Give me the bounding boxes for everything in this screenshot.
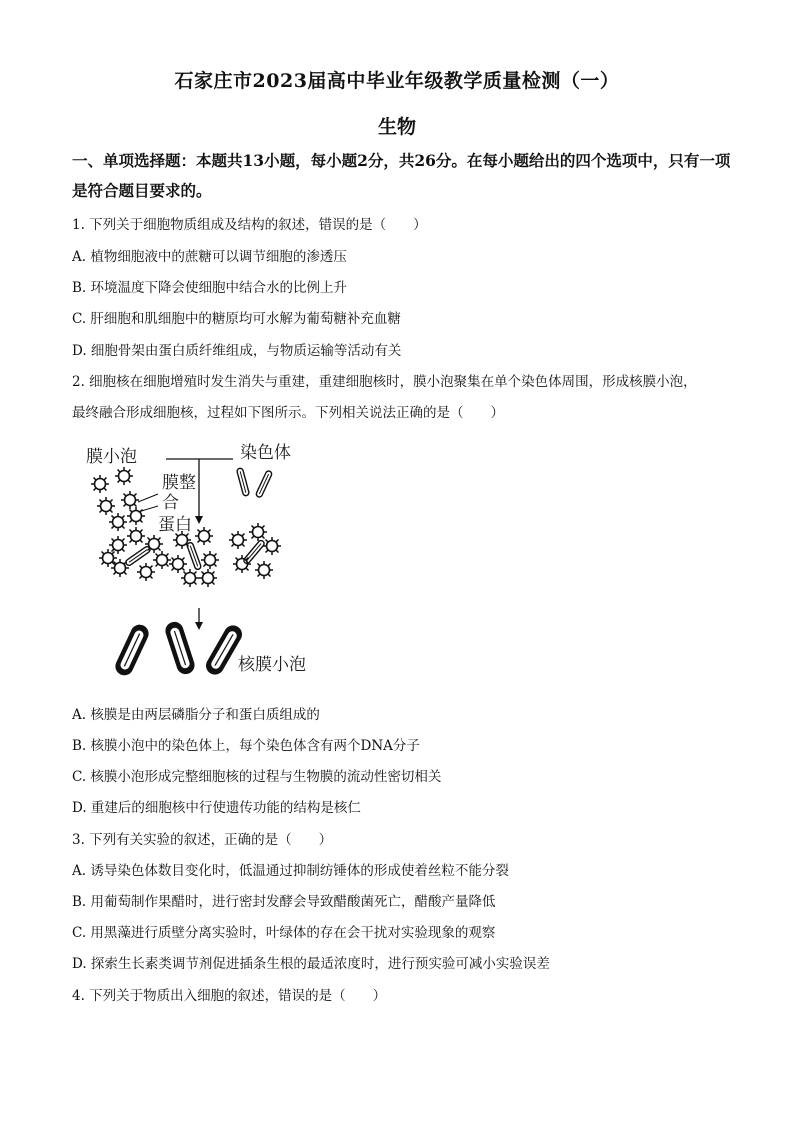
down-arrow-icon bbox=[195, 622, 203, 630]
label-integral-protein-2: 合 bbox=[162, 493, 179, 513]
question-1-option-d: D. 细胞骨架由蛋白质纤维组成，与物质运输等活动有关 bbox=[72, 343, 402, 359]
question-3-option-b: B. 用葡萄制作果醋时，进行密封发酵会导致醋酸菌死亡，醋酸产量降低 bbox=[72, 894, 496, 910]
label-integral-protein-1: 膜整 bbox=[162, 473, 196, 493]
vesicle-chromosome-cluster bbox=[229, 523, 281, 579]
protein-pointer-line bbox=[138, 506, 158, 512]
figure-drawing bbox=[78, 432, 348, 688]
label-membrane-vesicle: 膜小泡 bbox=[86, 447, 137, 467]
label-nuclear-membrane-vesicle: 核膜小泡 bbox=[238, 655, 306, 675]
question-3-option-a: A. 诱导染色体数目变化时，低温通过抑制纺锤体的形成使着丝粒不能分裂 bbox=[72, 863, 509, 879]
label-chromosome: 染色体 bbox=[240, 443, 291, 463]
free-vesicles bbox=[91, 467, 145, 531]
vesicle-chromosome-cluster bbox=[169, 527, 219, 587]
label-integral-protein-3: 蛋白 bbox=[158, 515, 192, 535]
question-2-stem-line-2: 最终融合形成细胞核，过程如下图所示。下列相关说法正确的是（ ） bbox=[72, 405, 504, 421]
down-arrow-icon bbox=[195, 516, 203, 524]
protein-pointer-line bbox=[138, 494, 158, 502]
subject-title: 生物 bbox=[377, 116, 416, 138]
question-2-option-d: D. 重建后的细胞核中行使遗传功能的结构是核仁 bbox=[72, 800, 361, 816]
question-1-option-c: C. 肝细胞和肌细胞中的糖原均可水解为葡萄糖补充血糖 bbox=[72, 311, 401, 327]
question-4-stem: 4. 下列关于物质出入细胞的叙述，错误的是（ ） bbox=[72, 988, 387, 1004]
question-1-stem: 1. 下列关于细胞物质组成及结构的叙述，错误的是（ ） bbox=[72, 217, 427, 233]
question-2-stem-line-1: 2. 细胞核在细胞增殖时发生消失与重建，重建细胞核时，膜小泡聚集在单个染色体周围，形成核膜小泡， bbox=[72, 374, 697, 390]
question-3-stem: 3. 下列有关实验的叙述，正确的是（ ） bbox=[72, 832, 333, 848]
question-2-option-a: A. 核膜是由两层磷脂分子和蛋白质组成的 bbox=[72, 707, 320, 723]
question-1-option-a: A. 植物细胞液中的蔗糖可以调节细胞的渗透压 bbox=[72, 249, 347, 265]
question-1-option-b: B. 环境温度下降会使细胞中结合水的比例上升 bbox=[72, 280, 348, 296]
vesicle-chromosome-cluster bbox=[99, 527, 171, 581]
free-chromosomes bbox=[236, 468, 272, 498]
exam-title: 石家庄市2023届高中毕业年级教学质量检测（一） bbox=[174, 70, 620, 92]
question-2-option-c: C. 核膜小泡形成完整细胞核的过程与生物膜的流动性密切相关 bbox=[72, 769, 442, 785]
question-2-option-b: B. 核膜小泡中的染色体上，每个染色体含有两个DNA分子 bbox=[72, 738, 420, 754]
question-3-option-d: D. 探索生长素类调节剂促进插条生根的最适浓度时，进行预实验可减小实验误差 bbox=[72, 956, 550, 972]
section-instructions: 一、单项选择题：本题共13小题，每小题2分，共26分。在每小题给出的四个选项中，只有一项是符合题目要求的。 bbox=[72, 151, 731, 200]
nuclear-reconstruction-figure bbox=[78, 432, 348, 688]
nuclear-vesicles bbox=[112, 620, 245, 679]
question-3-option-c: C. 用黑藻进行质壁分离实验时，叶绿体的存在会干扰对实验现象的观察 bbox=[72, 925, 496, 941]
